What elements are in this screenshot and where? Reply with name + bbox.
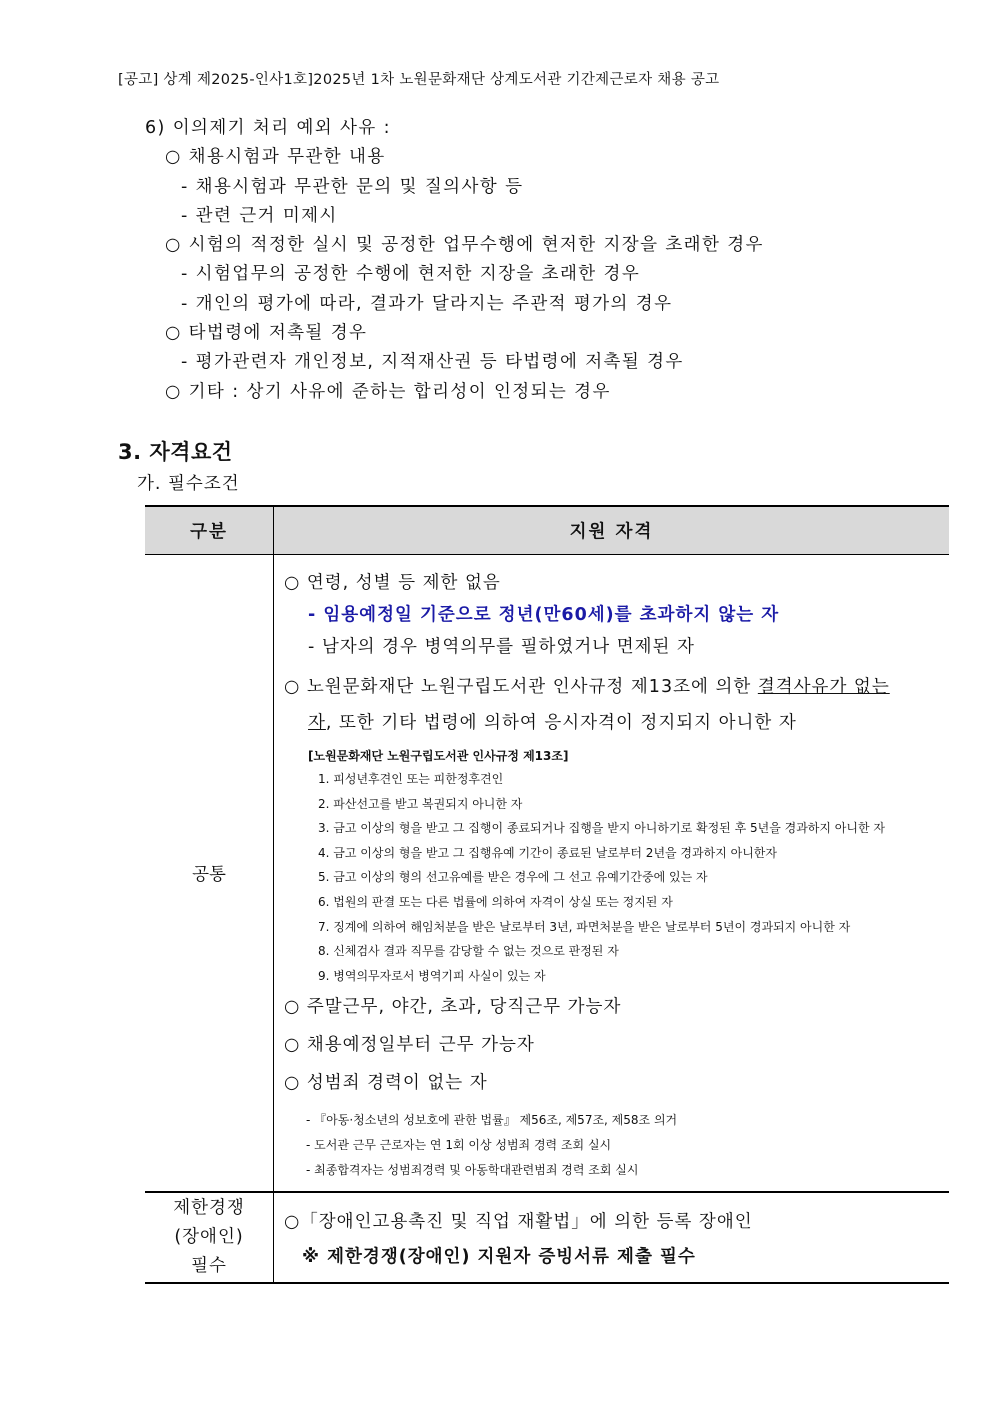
qualification-table — [145, 505, 949, 1284]
document-header: [공고] 상계 제2025-인사1호]2025년 1차 노원문화재단 상계도서관 기간제근로자 채용 공고 — [118, 72, 720, 88]
regulation-item: 9. 병역의무자로서 병역기피 사실이 있는 자 — [318, 968, 546, 983]
qualification-bullet: ○ 성범죄 경력이 없는 자 — [284, 1073, 488, 1094]
retirement-age-note: - 임용예정일 기준으로 정년(만60세)를 초과하지 않는 자 — [308, 605, 780, 625]
regulation-item: 7. 징계에 의하여 해임처분을 받은 날로부터 3년, 파면처분을 받은 날로부터 5년이 경과되지 아니한 자 — [318, 919, 851, 934]
regulation-item: 5. 금고 이상의 형의 선고유예를 받은 경우에 그 선고 유예기간중에 있는 자 — [318, 870, 708, 885]
subsection-title: 가. 필수조건 — [137, 474, 240, 494]
exception-item: - 평가관련자 개인정보, 지적재산권 등 타법령에 저촉될 경우 — [181, 352, 684, 373]
row-label-line: 제한경쟁 — [173, 1198, 245, 1219]
col-header-category: 구분 — [145, 506, 274, 555]
military-service-note: - 남자의 경우 병역의무를 필하였거나 면제된 자 — [308, 637, 695, 657]
row-label-restricted — [145, 1192, 274, 1283]
row-label-line: 필수 — [191, 1256, 227, 1277]
regulation-item: 4. 금고 이상의 형을 받고 그 집행유예 기간이 종료된 날로부터 2년을 경과하지 아니한자 — [318, 845, 777, 860]
row-label-common: 공통 — [145, 555, 274, 1193]
col-header-qualification: 지원 자격 — [274, 506, 950, 555]
row-label-line: (장애인) — [174, 1227, 244, 1248]
exception-item: - 시험업무의 공정한 수행에 현저한 지장을 초래한 경우 — [181, 264, 641, 285]
exception-heading: ○ 타법령에 저촉될 경우 — [165, 323, 368, 344]
exception-item: - 개인의 평가에 따라, 결과가 달라지는 주관적 평가의 경우 — [181, 293, 673, 314]
sex-crime-note: - 『아동·청소년의 성보호에 관한 법률』 제56조, 제57조, 제58조 의거 — [306, 1113, 678, 1128]
required-documents-note: ※ 제한경쟁(장애인) 지원자 증빙서류 제출 필수 — [302, 1246, 696, 1267]
disqualification-text: ○ 노원문화재단 노원구립도서관 인사규정 제13조에 의한 — [284, 677, 758, 697]
regulation-item: 3. 금고 이상의 형을 받고 그 집행이 종료되거나 집행을 받지 아니하기로 확정된 후 5년을 경과하지 아니한 자 — [318, 821, 885, 836]
exception-heading: ○ 시험의 적정한 실시 및 공정한 업무수행에 현저한 지장을 초래한 경우 — [165, 235, 764, 256]
exception-item: - 채용시험과 무관한 문의 및 질의사항 등 — [181, 176, 524, 197]
restricted-qualifications — [274, 1192, 950, 1283]
disqualification-underline: 결격사유가 없는 — [757, 677, 890, 697]
table-row-restricted — [145, 1192, 949, 1283]
regulation-title: [노원문화재단 노원구립도서관 인사규정 제13조] — [308, 749, 569, 763]
exception-heading: ○ 기타 : 상기 사유에 준하는 합리성이 인정되는 경우 — [165, 381, 611, 402]
qualification-bullet: ○ 채용예정일부터 근무 가능자 — [284, 1035, 535, 1056]
common-qualifications — [274, 555, 950, 1193]
table-row-common — [145, 555, 949, 1193]
sex-crime-note: - 최종합격자는 성범죄경력 및 아동학대관련범죄 경력 조회 실시 — [306, 1163, 639, 1178]
regulation-item: 2. 파산선고를 받고 복권되지 아니한 자 — [318, 796, 523, 811]
sex-crime-note: - 도서관 근무 근로자는 연 1회 이상 성범죄 경력 조회 실시 — [306, 1138, 612, 1153]
qualification-bullet: ○ 주말근무, 야간, 초과, 당직근무 가능자 — [284, 997, 622, 1018]
exception-heading: ○ 채용시험과 무관한 내용 — [165, 147, 386, 168]
qualification-bullet: ○ 연령, 성별 등 제한 없음 — [284, 573, 501, 593]
section-title: 3. 자격요건 — [118, 440, 233, 464]
disqualification-underline: 자 — [308, 713, 326, 733]
regulation-item: 8. 신체검사 결과 직무를 감당할 수 없는 것으로 판정된 자 — [318, 944, 619, 959]
qualification-continuation — [284, 705, 949, 741]
regulation-item: 6. 법원의 판결 또는 다른 법률에 의하여 자격이 상실 또는 정지된 자 — [318, 894, 673, 909]
table-header-row — [145, 506, 949, 555]
disqualification-text: , 또한 기타 법령에 의하여 응시자격이 정지되지 아니한 자 — [325, 713, 797, 733]
objection-title: 6) 이의제기 처리 예외 사유 : — [145, 118, 391, 138]
objection-exceptions — [145, 114, 764, 407]
regulation-item: 1. 피성년후견인 또는 피한정후견인 — [318, 772, 504, 786]
exception-item: - 관련 근거 미제시 — [181, 205, 338, 226]
qualification-bullet — [284, 669, 949, 705]
qualification-bullet: ○「장애인고용촉진 및 직업 재활법」에 의한 등록 장애인 — [284, 1211, 753, 1232]
